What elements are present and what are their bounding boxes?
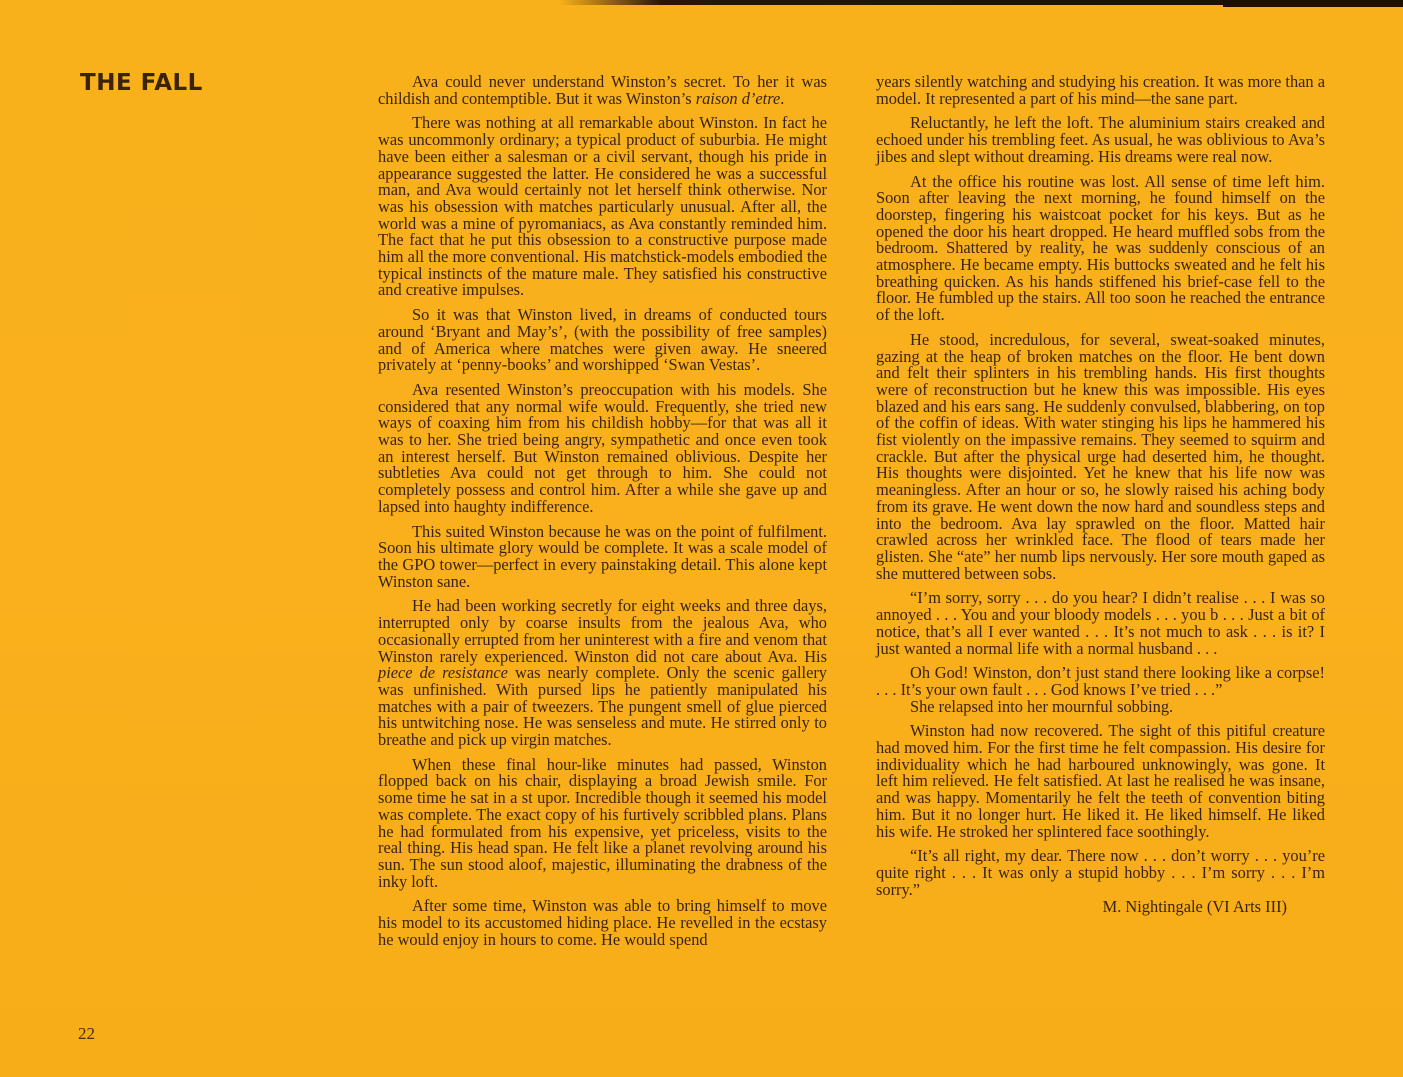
- paragraph-text: was nearly complete. Only the scenic gallery was unfinished. With pursed lips he patiently manipulated his matches with a pair of tweezers. The pungent smell of glue pierced his untwitching nose. He was senseless and mute. He stirred only to breathe and pick up virgin matches.: [378, 663, 828, 750]
- article-title: THE FALL: [80, 70, 203, 96]
- paragraph: After some time, Winston was able to bring himself to move his model to its accustomed hiding place. He revelled in the ecstasy he would enjoy in hours to come. He would spend: [378, 896, 827, 949]
- paragraph: Winston had now recovered. The sight of this pitiful creature had moved him. For the first time he felt compassion. His desire for individuality which he had harboured unknowingly, was gone. It left him relieved. He felt satisfied. At last he realised he was insane, and was happy. Momentarily he felt the teeth of convention biting him. But it no longer hurt. He liked it. He liked himself. He liked his wife. He stroked her splintered face soothingly.: [876, 721, 1325, 841]
- paragraph: There was nothing at all remarkable about Winston. In fact he was uncommonly ordinary; a typical product of suburbia. He might have been either a salesman or a civil servant, though his pride in appearance suggested the latter. He considered he was a successful man, and Ava would certainly not let herself think otherwise. Nor was his obsession with matches particularly unusual. After all, the world was a mine of pyromaniacs, as Ava constantly reminded him. The fact that he put this obsession to a constructive purpose made him all the more conventional. His matchstick-models embodied the typical instincts of the mature male. They satisfied his constructive and creative impulses.: [378, 113, 827, 300]
- page-top-shadow: [560, 0, 1403, 5]
- paragraph: [378, 598, 827, 748]
- paragraph: So it was that Winston lived, in dreams of conducted tours around ‘Bryant and May’s’, (with the possibility of free samples) and of America where matches were given away. He sneered privately at ‘penny-books’ and worshipped ‘Swan Vestas’.: [378, 305, 827, 375]
- paragraph: [378, 74, 827, 107]
- paragraph: She relapsed into her mournful sobbing.: [910, 696, 1174, 716]
- paragraph-continued: years silently watching and studying his creation. It was more than a model. It represented a part of his mind—the sane part.: [876, 72, 1325, 108]
- paragraph: “It’s all right, my dear. There now . . . don’t worry . . . you’re quite right . . . It was only a stupid hobby . . . I’m sorry . . . I’m sorry.”: [876, 846, 1325, 899]
- paragraph: When these final hour-like minutes had passed, Winston flopped back on his chair, displaying a broad Jewish smile. For some time he sat in a st upor. Incredible though it seemed his model was complete. The exact copy of his furtively scribbled plans. Plans he had formulated from his expensive, yet priceless, visits to the real thing. His head span. He felt like a planet revolving around his sun. The sun stood aloof, majestic, illuminating the drabness of the inky loft.: [378, 754, 827, 891]
- paragraph: At the office his routine was lost. All sense of time left him. Soon after leaving the next morning, he found himself on the doorstep, fingering his waistcoat pocket for his keys. But as he opened the door his heart dropped. He heard muffled sobs from the bedroom. Shattered by reality, he was suddenly conscious of an atmosphere. He became empty. His buttocks sweated and he felt his breathing quicken. As his hands stiffened his brief-case fell to the floor. He fumbled up the stairs. All too soon he reached the entrance of the loft.: [876, 171, 1325, 325]
- left-text-column: [378, 74, 827, 956]
- paragraph: Ava resented Winston’s preoccupation with his models. She considered that any normal wife would. Frequently, she tried new ways of coaxing him from his childish hobby—for that was all it was to her. She tried being angry, sympathetic and once even took an interest herself. But Winston remained oblivious. Despite her subtleties Ava could not get through to him. She could not completely possess and control him. After a while she gave up and lapsed into haughty indifference.: [378, 379, 827, 516]
- paragraph: This suited Winston because he was on the point of fulfilment. Soon his ultimate glory would be complete. It was a scale model of the GPO tower—perfect in every painstaking detail. This alone kept Winston sane.: [378, 521, 827, 591]
- paragraph-text: .: [780, 88, 785, 108]
- paragraph: Oh God! Winston, don’t just stand there looking like a corpse! . . . It’s your own fault . . . God knows I’ve tried . . .”: [876, 663, 1325, 699]
- page-number: 22: [78, 1024, 95, 1043]
- paragraph-text: Ava could never understand Winston’s secret. To her it was childish and contemptible. But it was Winston’s: [378, 72, 827, 108]
- paragraph: Reluctantly, he left the loft. The aluminium stairs creaked and echoed under his trembling feet. As usual, he was oblivious to Ava’s jibes and slept without dreaming. His dreams were real now.: [876, 113, 1325, 166]
- paragraph-text: He had been working secretly for eight weeks and three days, interrupted only by coarse insults from the jealous Ava, who occasionally errupted from her uninterest with a fire and venom that Winston rarely experienced. Winston did not care about Ava. His: [378, 596, 827, 666]
- right-text-column: [876, 74, 1325, 916]
- author-byline: M. Nightingale (VI Arts III): [1102, 897, 1287, 917]
- italic-phrase: raison d’etre: [695, 88, 781, 108]
- italic-phrase: piece de resistance: [378, 663, 508, 683]
- paragraph: “I’m sorry, sorry . . . do you hear? I didn’t realise . . . I was so annoyed . . . You and your bloody models . . . you b . . . Just a bit of notice, that’s all I ever wanted . . . It’s not much to ask . . . is it? I just wanted a normal life with a normal husband . . .: [876, 588, 1325, 658]
- paragraph: He stood, incredulous, for several, sweat-soaked minutes, gazing at the heap of broken matches on the floor. He bent down and felt their splinters in his trembling hands. His first thoughts were of reconstruction but he knew this was impossible. His eyes blazed and his ears sang. He suddenly convulsed, blabbering, on top of the coffin of ideas. With water stinging his lips he hammered his fist violently on the impassive remains. They seemed to squirm and crackle. But after the physical urge had deserted him, he thought. His thoughts were disjointed. Yet he knew that his life now was meaningless. After an hour or so, he slowly raised his aching body from its grave. He went down the now hard and soundless steps and into the bedroom. Ava lay sprawled on the floor. Matted hair crawled across her wrinkled face. The flood of tears made her glisten. She “ate” her numb lips nervously. Her sore mouth gaped as she muttered between sobs.: [876, 329, 1325, 583]
